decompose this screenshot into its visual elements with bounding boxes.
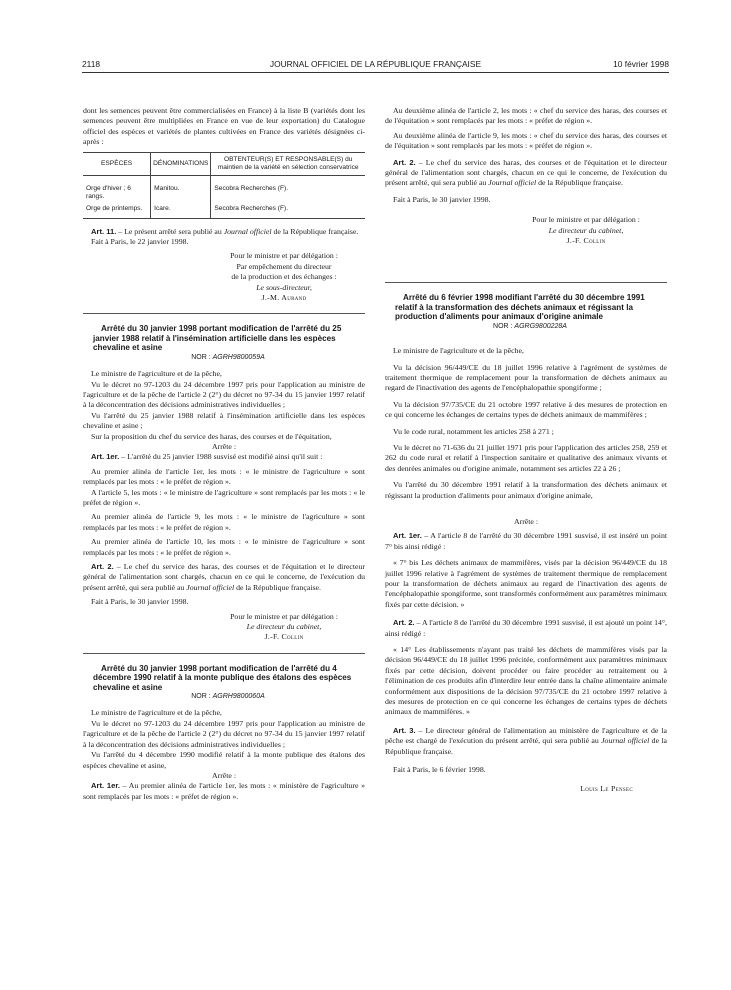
paragraph: Le ministre de l'agriculture et de la pêche,	[91, 369, 222, 379]
decree-title: Arrêté du 30 janvier 1998 portant modification de l'arrêté du 4 décembre 1990 relatif à la monte publique des étalons des espèces chevaline et asine	[93, 663, 352, 692]
journal-officiel-ref: Journal officiel	[601, 736, 650, 746]
signature-line: Pour le ministre et par délégation :	[230, 251, 338, 261]
signatory-name: J.-F. Collin	[264, 632, 304, 642]
paragraph: Au deuxième alinéa de l'article 9, les mots : « chef du service des haras, des courses et de l'équitation » sont remplacés par les mots : « préfet de région ».	[385, 130, 667, 151]
intro-paragraph: dont les semences peuvent être commercialisées en France) à la liste B (variétés dont les semences peuvent être multipliées en France en vue de leur exportation) du Catalogue officiel des espèces et variétés de plantes cultivées en France des variétés désignées ci-après :	[83, 106, 365, 147]
signature-line: Pour le ministre et par délégation :	[532, 215, 640, 225]
paragraph: Vu le décret no 97-1203 du 24 décembre 1997 pris pour l'application au ministre de l'agriculture et de la pêche de l'article 2 (2°) du décret no 97-34 du 15 janvier 1997 relatif à la déconcentration des décisions administratives individuelles ;	[83, 718, 365, 749]
right-column	[385, 106, 667, 794]
table-cell: Manitou.	[151, 175, 211, 203]
article-text-end: de la République française.	[385, 736, 667, 756]
left-column	[83, 106, 365, 802]
article-number: Art. 1er.	[393, 531, 422, 541]
paragraph: Vu l'arrêté du 30 décembre 1991 relatif à la transformation des déchets animaux et régissant la production d'aliments pour animaux d'origine animale,	[385, 480, 667, 500]
arrete-label: Arrête :	[211, 770, 237, 780]
decree-title: Arrêté du 6 février 1998 modifiant l'arrêté du 30 décembre 1991 relatif à la transformation des déchets animaux et régissant la production d'aliments pour animaux d'origine animale	[395, 293, 645, 322]
paragraph: Sur la proposition du chef du service des haras, des courses et de l'équitation,	[91, 431, 332, 441]
article-2	[83, 562, 365, 593]
paragraph: A l'article 5, les mots : « le ministre de l'agriculture » sont remplacés par les mots : « le préfet de région ».	[83, 487, 365, 507]
article-number: Art. 2.	[393, 157, 416, 167]
article-text: – A l'article 8 de l'arrêté du 30 décembre 1991 susvisé, il est ajouté un point 14°, ainsi rédigé :	[385, 618, 667, 638]
article-11	[83, 227, 365, 237]
nor-reference	[83, 353, 365, 363]
paragraph: Vu le code rural, notamment les articles 258 à 271 ;	[393, 426, 554, 436]
article-number: Art. 2.	[91, 562, 114, 571]
nor-code: AGRH9800060A	[212, 693, 265, 701]
quoted-provision: « 7° bis Les déchets animaux de mammifères, visés par la décision 96/449/CE du 18 juillet 1996 relative à l'agrément de systèmes de traitement thermique de remplacement pour la transformation de déchets animaux au regard de l'inactivation des agents de l'encéphalopathie spongiforme, sont transformés conformément aux paramètres minimaux fixés par cette décision. »	[385, 558, 667, 609]
paragraph: Vu le décret no 97-1203 du 24 décembre 1997 pris pour l'application au ministre de l'agriculture et de la pêche de l'article 2 (2°) du décret no 97-34 du 15 janvier 1997 relatif à la déconcentration des décisions administratives individuelles ;	[83, 379, 365, 410]
paragraph: Au premier alinéa de l'article 9, les mots : « le ministre de l'agriculture » sont remplacés par les mots : « le préfet de région ».	[83, 512, 365, 532]
journal-title: JOURNAL OFFICIEL DE LA RÉPUBLIQUE FRANÇAISE	[269, 59, 482, 69]
fait-a-paris: Fait à Paris, le 30 janvier 1998.	[91, 597, 189, 607]
fait-a-paris: Fait à Paris, le 6 février 1998.	[393, 765, 486, 775]
signature-line: de la production et des échanges :	[231, 272, 337, 282]
paragraph: Vu le décret no 71-636 du 21 juillet 1971 pris pour l'application des articles 258, 259 et 262 du code rural et relatif à l'inspection sanitaire et qualitative des animaux vivants et des denrées animales ou d'origine animale, notamment ses articles 22 à 26 ;	[385, 442, 667, 473]
article-text: – A l'article 8 de l'arrêté du 30 décembre 1991 susvisé, il est inséré un point 7° bis ainsi rédigé :	[385, 531, 668, 551]
article-number: Art. 2.	[393, 618, 415, 628]
table-header-cell: ESPÈCES	[83, 152, 151, 175]
article-2	[385, 158, 667, 189]
table-cell: Secobra Recherches (F).	[211, 203, 365, 219]
nor-label: NOR :	[493, 322, 515, 330]
running-header	[82, 58, 669, 73]
journal-officiel-ref: Journal officiel	[488, 178, 537, 188]
article-text: – Le présent arrêté sera publié au	[116, 226, 224, 236]
signatory-name: Louis Le Pensec	[580, 783, 633, 793]
nor-reference	[83, 692, 365, 702]
article-number: Art. 11.	[91, 226, 117, 236]
table-row	[83, 175, 365, 203]
nor-code: AGRH9800059A	[212, 353, 265, 361]
article-text: – Au premier alinéa de l'article 1er, les mots : « ministère de l'agriculture » sont remplacés par les mots : « préfet de région ».	[83, 781, 366, 801]
paragraph: Vu la décision 96/449/CE du 18 juillet 1996 relative à l'agrément de systèmes de traitement thermique de remplacement pour la transformation de déchets animaux au regard de l'inactivation des agents de l'encéphalopathie spongiforme ;	[385, 362, 667, 393]
table-header-cell: OBTENTEUR(S) ET RESPONSABLE(S) du maintien de la variété en sélection conservatrice	[211, 152, 365, 175]
article-1	[83, 452, 365, 462]
paragraph: Au deuxième alinéa de l'article 2, les mots : « chef du service des haras, des courses et de l'équitation » sont remplacés par les mots : « préfet de région ».	[385, 106, 667, 126]
article-number: Art. 1er.	[91, 452, 120, 462]
article-number: Art. 1er.	[91, 781, 120, 791]
page-number: 2118	[82, 59, 101, 69]
paragraph: Vu l'arrêté du 4 décembre 1990 modifié relatif à la monte publique des étalons des espèces chevaline et asine,	[83, 750, 365, 770]
article-text-end: de la République française.	[234, 582, 321, 592]
nor-reference	[385, 322, 667, 332]
table-cell: Orge de printemps.	[83, 203, 151, 219]
arrete-label: Arrête :	[513, 516, 539, 526]
varieties-table	[83, 152, 365, 219]
fait-a-paris: Fait à Paris, le 22 janvier 1998.	[91, 237, 189, 247]
nor-label: NOR :	[191, 353, 213, 361]
section-divider	[83, 313, 365, 314]
table-row	[83, 203, 365, 219]
signature-line: Par empêchement du directeur	[236, 261, 332, 271]
signatory-name: J.-F. Collin	[566, 236, 606, 246]
signature-line: Pour le ministre et par délégation :	[230, 611, 338, 621]
article-number: Art. 3.	[393, 725, 416, 735]
nor-label: NOR :	[191, 693, 213, 701]
paragraph: Au premier alinéa de l'article 10, les mots : « le ministre de l'agriculture » sont remplacés par les mots : « le préfet de région ».	[83, 537, 365, 557]
nor-code: AGRG9800228A	[514, 322, 567, 330]
article-text: – Le directeur général de l'alimentation au ministère de l'agriculture et de la pêche est chargé de l'exécution du présent arrêté, qui sera publié au	[385, 725, 667, 746]
decree-title: Arrêté du 30 janvier 1998 portant modification de l'arrêté du 25 janvier 1988 relatif à l'insémination artificielle dans les espèces chevaline et asine	[93, 324, 342, 353]
paragraph: Au premier alinéa de l'article 1er, les mots : « le ministre de l'agriculture » sont remplacés par les mots : « le préfet de région ».	[83, 466, 365, 487]
paragraph: Vu la décision 97/735/CE du 21 octobre 1997 relative à des mesures de protection en ce qui concerne les échanges de certains types de déchets animaux de mammifères ;	[385, 399, 667, 420]
paragraph: Vu l'arrêté du 25 janvier 1988 relatif à l'insémination artificielle dans les espèces chevaline et asine ;	[83, 410, 365, 431]
section-divider	[83, 653, 365, 654]
article-text: – L'arrêté du 25 janvier 1988 susvisé est modifié ainsi qu'il suit :	[119, 452, 323, 462]
section-divider	[385, 282, 667, 283]
table-cell: Icare.	[151, 203, 211, 219]
signatory-name: J.-M. Aurand	[261, 293, 307, 303]
paragraph: Le ministre de l'agriculture et de la pêche,	[91, 708, 222, 718]
article-1	[83, 781, 365, 802]
quoted-provision: « 14° Les établissements n'ayant pas traité les déchets de mammifères visés par la décision 96/449/CE du 18 juillet 1996 précitée, conformément aux paramètres minimaux fixés par cette décision, doivent procéder ou faire procéder au retraitement ou à l'élimination de ces produits afin d'interdire leur entrée dans la chaîne alimentaire animale conformément aux dispositions de la décision 97/735/CE du 21 octobre 1997 relative à des mesures de protection en ce qui concerne les échanges de certains types de déchets animaux de mammifères. »	[385, 645, 667, 717]
article-text-end: de la République française.	[536, 178, 623, 188]
table-header-cell: DÉNOMINATIONS	[151, 152, 211, 175]
article-2	[385, 618, 667, 639]
table-cell: Orge d'hiver ; 6 rangs.	[86, 184, 131, 200]
journal-officiel-ref: Journal officiel	[186, 582, 235, 592]
signatory-title: Le directeur du cabinet,	[246, 622, 322, 632]
signatory-title: Le directeur du cabinet,	[548, 225, 624, 235]
article-3	[385, 726, 667, 757]
fait-a-paris: Fait à Paris, le 30 janvier 1998.	[393, 194, 491, 204]
issue-date: 10 février 1998	[613, 59, 669, 69]
article-text-end: de la République française.	[271, 226, 359, 236]
article-text: – Le chef du service des haras, des courses et de l'équitation et le directeur général de l'alimentation sont chargés, chacun en ce qui le concerne, de l'exécution du présent arrêté, qui sera publié au	[83, 562, 365, 592]
paragraph: Le ministre de l'agriculture et de la pêche,	[393, 346, 524, 356]
table-header-row	[83, 152, 365, 175]
arrete-label: Arrête :	[211, 441, 237, 451]
article-text: – Le chef du service des haras, des courses et de l'équitation et le directeur général de l'alimentation sont chargés, chacun en ce qui le concerne, de l'exécution du présent arrêté, qui sera publié au	[385, 157, 667, 188]
signatory-title: Le sous-directeur,	[256, 282, 312, 292]
table-cell: Secobra Recherches (F).	[211, 175, 365, 203]
journal-officiel-ref: Journal officiel	[223, 226, 272, 236]
article-1	[385, 531, 667, 552]
